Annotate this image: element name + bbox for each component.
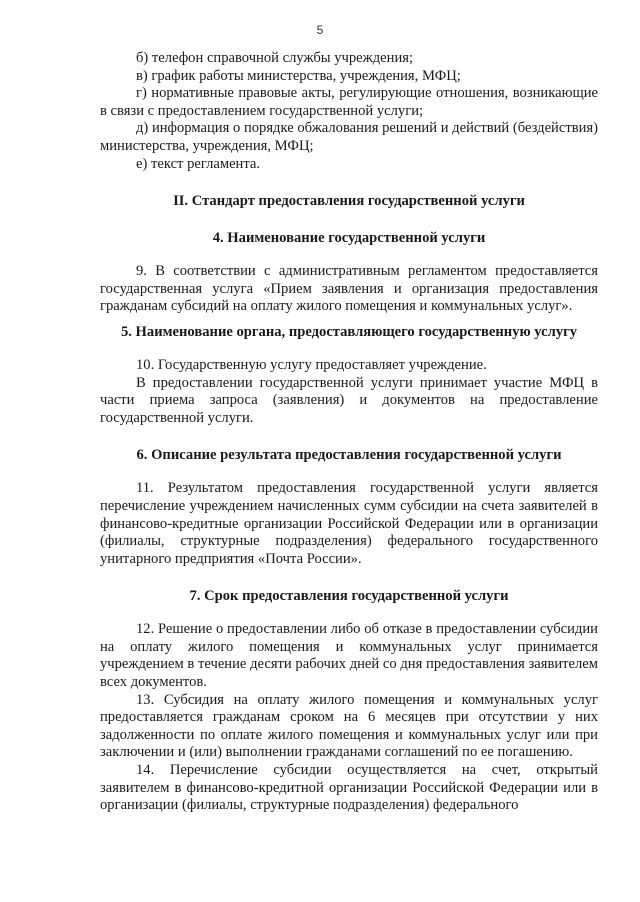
list-item: д) информация о порядке обжалования решений и действий (бездействия) министерства, учреждения, МФЦ; — [100, 120, 598, 154]
page-number: 5 — [316, 23, 324, 37]
list-item: б) телефон справочной службы учреждения; — [136, 50, 414, 66]
list-item: е) текст регламента. — [136, 155, 261, 172]
subsection-heading: 5. Наименование органа, предоставляющего государственную услугу — [120, 323, 578, 340]
paragraph: 13. Субсидия на оплату жилого помещения и коммунальных услуг предоставляется гражданам сроком на 6 месяцев при отсутствии у них задолженности по оплате жилого помещения и коммунальных услуг или при заключении и (или) выполнении гражданами соглашений по ее погашению. — [100, 691, 598, 761]
list-item: в) график работы министерства, учреждения, МФЦ; — [136, 67, 461, 84]
subsection-heading: 6. Описание результата предоставления государственной услуги — [136, 447, 562, 464]
paragraph: 11. Результатом предоставления государственной услуги является перечисление учреждением начисленных сумм субсидии на счета заявителей в финансово-кредитные организации Российской Федерации или в организации (филиалы, структурные подразделения) федерального государственного унитарного предприятия «Почта России». — [100, 480, 598, 567]
subsection-heading: 4. Наименование государственной услуги — [212, 230, 486, 247]
list-item: г) нормативные правовые акты, регулирующие отношения, возникающие в связи с предоставлением государственной услуги; — [100, 85, 598, 119]
paragraph: 10. Государственную услугу предоставляет учреждение. — [136, 356, 487, 373]
paragraph: 14. Перечисление субсидии осуществляется на счет, открытый заявителем в финансово-кредитной организации Российской Федерации или в организации (филиалы, структурные подразделения) федерального — [100, 762, 598, 814]
subsection-heading: 7. Срок предоставления государственной услуги — [189, 588, 509, 605]
paragraph: В предоставлении государственной услуги принимает участие МФЦ в части приема запроса (заявления) и документов на предоставление государственной услуги. — [100, 374, 598, 426]
paragraph: 9. В соответствии с административным регламентом предоставляется государственная услуга «Прием заявления и организация предоставления гражданам субсидий на оплату жилого помещения и коммунальных услуг». — [100, 263, 598, 315]
section-title: II. Стандарт предоставления государственной услуги — [173, 193, 525, 210]
paragraph: 12. Решение о предоставлении либо об отказе в предоставлении субсидии на оплату жилого помещения и коммунальных услуг принимается учреждением в течение десяти рабочих дней со дня предоставления заявителем всех документов. — [100, 621, 598, 691]
page-body — [100, 50, 598, 815]
